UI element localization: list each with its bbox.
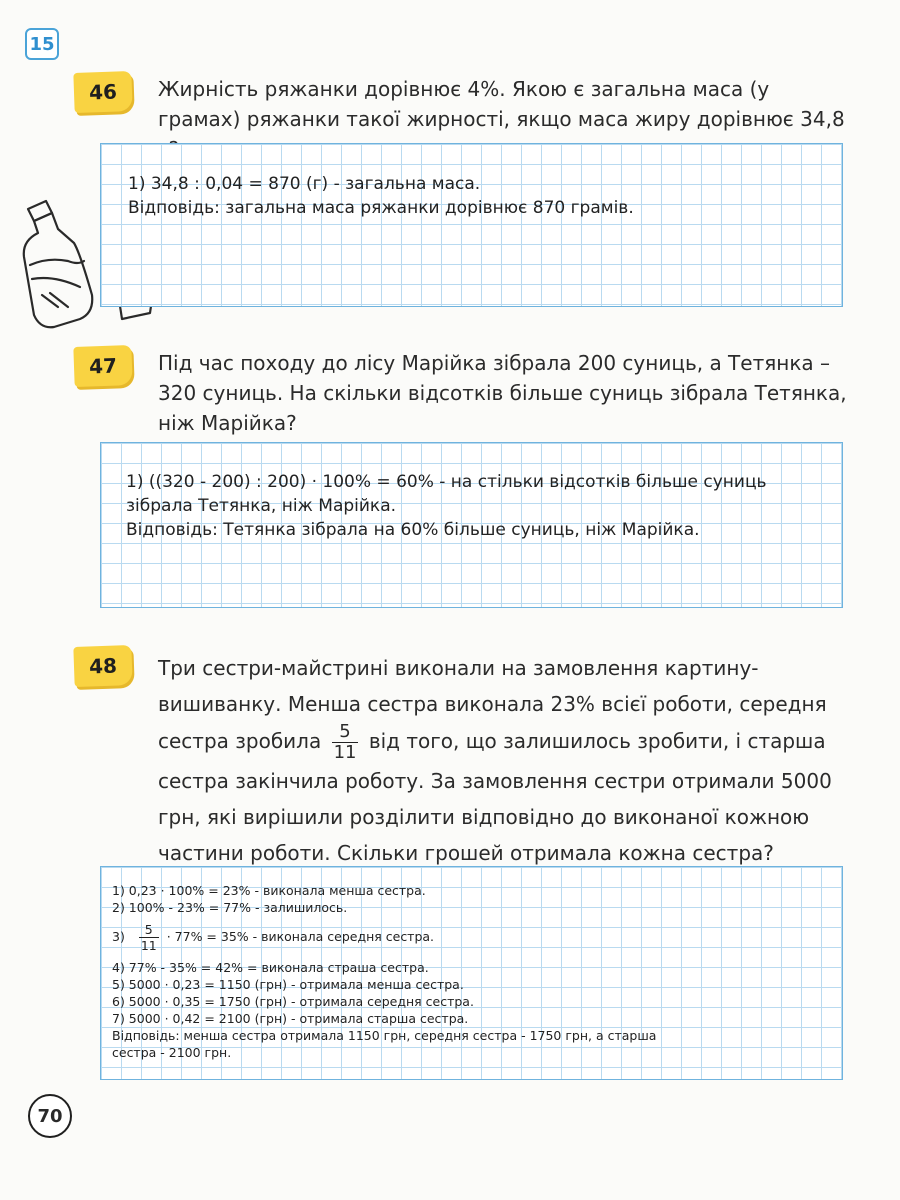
- answer-line: 1) ((320 - 200) : 200) · 100% = 60% - на стільки відсотків більше суниць: [126, 472, 767, 492]
- answer-line: 2) 100% - 23% = 77% - залишилось.: [112, 900, 348, 915]
- answer-line-number: 3): [112, 929, 125, 944]
- answer-grid: [100, 143, 843, 307]
- page-number-top: 15: [25, 28, 59, 60]
- task-statement: Жирність ряжанки дорівнює 4%. Якою є загальна маса (у грамах) ряжанки такої жирності, якщо маса жиру дорівнює 34,8: [158, 77, 845, 131]
- task-number-badge: [73, 71, 132, 113]
- answer-line: 1) 34,8 : 0,04 = 870 (г) - загальна маса.: [128, 174, 481, 194]
- answer-line: 6) 5000 · 0,35 = 1750 (грн) - отримала середня сестра.: [112, 994, 474, 1009]
- answer-line: 4) 77% - 35% = 42% = виконала страша сестра.: [112, 960, 429, 975]
- answer-line: сестра - 2100 грн.: [112, 1045, 232, 1060]
- fraction-denominator: 11: [140, 938, 157, 953]
- task-number-badge: [73, 645, 132, 687]
- answer-line: Відповідь: менша сестра отримала 1150 грн, середня сестра - 1750 грн, а старша: [112, 1028, 657, 1043]
- page-number-bottom: 70: [28, 1094, 72, 1138]
- answer-line: 1) 0,23 · 100% = 23% - виконала менша сестра.: [112, 883, 426, 898]
- fraction-numerator: 5: [139, 922, 159, 938]
- answer-line: Відповідь: загальна маса ряжанки дорівнює 870 грамів.: [128, 198, 634, 218]
- task-statement: Під час походу до лісу Марійка зібрала 200 суниць, а Тетянка – 320 суниць. На скільки відсотків більше суниць зібрала Тетянка, ніж Марійка?: [158, 351, 847, 435]
- fraction: [332, 722, 359, 763]
- answer-line: 7) 5000 · 0,42 = 2100 (грн) - отримала старша сестра.: [112, 1011, 469, 1026]
- answer-line: зібрала Тетянка, ніж Марійка.: [126, 496, 397, 516]
- answer-text: [126, 470, 767, 542]
- answer-text: [112, 882, 656, 1061]
- task-number-badge: [73, 345, 132, 387]
- task-number: 47: [88, 353, 118, 379]
- fraction-denominator: 11: [333, 742, 357, 763]
- answer-text: [128, 172, 634, 220]
- task-number: 48: [88, 653, 118, 679]
- fraction-numerator: 5: [332, 722, 359, 743]
- answer-line-rest: · 77% = 35% - виконала середня сестра.: [166, 929, 435, 944]
- answer-line: [112, 922, 656, 953]
- answer-line: 5) 5000 · 0,23 = 1150 (грн) - отримала менша сестра.: [112, 977, 464, 992]
- task-number: 46: [88, 79, 118, 105]
- task-text-part: від того, що залишилось зробити, і старша сестра закінчила роботу. За замовлення сестри отримали 5000 грн, які вирішили розділити відповідно до виконаної кожною частини роботи. Скільки грошей отримала кожна сестра?: [158, 729, 832, 865]
- fraction: [139, 922, 159, 953]
- task-statement: [158, 650, 848, 871]
- task-text-part: Три сестри-майстрині виконали на замовлення картину-вишиванку. Менша сестра виконала 23% всієї роботи, середня сестра зробила: [158, 656, 827, 753]
- answer-line: Відповідь: Тетянка зібрала на 60% більше суниць, ніж Марійка.: [126, 520, 700, 540]
